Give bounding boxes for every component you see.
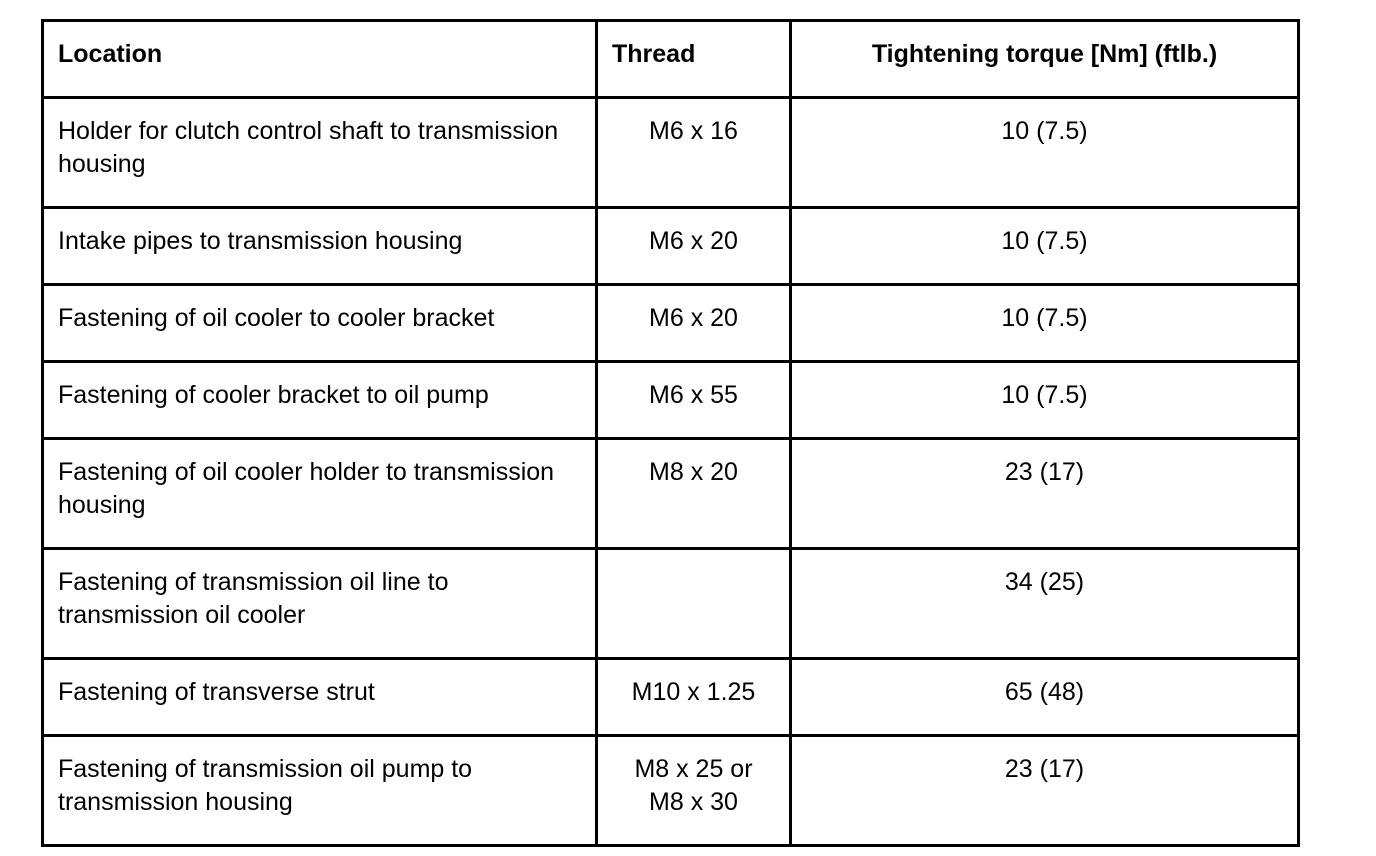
- torque-cell: 10 (7.5): [791, 208, 1299, 285]
- location-cell: Fastening of transmission oil line to transmission oil cooler: [43, 549, 597, 659]
- table-header-row: [43, 21, 1299, 98]
- table-row: [43, 439, 1299, 549]
- column-header-thread: Thread: [597, 21, 791, 98]
- location-cell: Fastening of oil cooler to cooler bracket: [43, 285, 597, 362]
- table-row: [43, 285, 1299, 362]
- torque-cell: 23 (17): [791, 736, 1299, 846]
- torque-cell: 10 (7.5): [791, 285, 1299, 362]
- thread-cell: M8 x 25 or M8 x 30: [597, 736, 791, 846]
- thread-cell: M6 x 55: [597, 362, 791, 439]
- location-cell: Fastening of transmission oil pump to transmission housing: [43, 736, 597, 846]
- thread-cell: [597, 549, 791, 659]
- torque-cell: 65 (48): [791, 659, 1299, 736]
- table-row: [43, 98, 1299, 208]
- torque-cell: 10 (7.5): [791, 362, 1299, 439]
- column-header-torque: Tightening torque [Nm] (ftlb.): [791, 21, 1299, 98]
- torque-cell: 23 (17): [791, 439, 1299, 549]
- table-row: [43, 208, 1299, 285]
- location-cell: Fastening of oil cooler holder to transmission housing: [43, 439, 597, 549]
- location-cell: Fastening of cooler bracket to oil pump: [43, 362, 597, 439]
- thread-cell: M6 x 20: [597, 208, 791, 285]
- thread-cell: M8 x 20: [597, 439, 791, 549]
- column-header-location: Location: [43, 21, 597, 98]
- table-row: [43, 659, 1299, 736]
- torque-spec-table: [41, 19, 1300, 847]
- location-cell: Holder for clutch control shaft to transmission housing: [43, 98, 597, 208]
- thread-cell: M6 x 16: [597, 98, 791, 208]
- location-cell: Fastening of transverse strut: [43, 659, 597, 736]
- torque-cell: 34 (25): [791, 549, 1299, 659]
- table-row: [43, 549, 1299, 659]
- thread-cell: M6 x 20: [597, 285, 791, 362]
- thread-cell: M10 x 1.25: [597, 659, 791, 736]
- table-row: [43, 736, 1299, 846]
- location-cell: Intake pipes to transmission housing: [43, 208, 597, 285]
- table-row: [43, 362, 1299, 439]
- torque-cell: 10 (7.5): [791, 98, 1299, 208]
